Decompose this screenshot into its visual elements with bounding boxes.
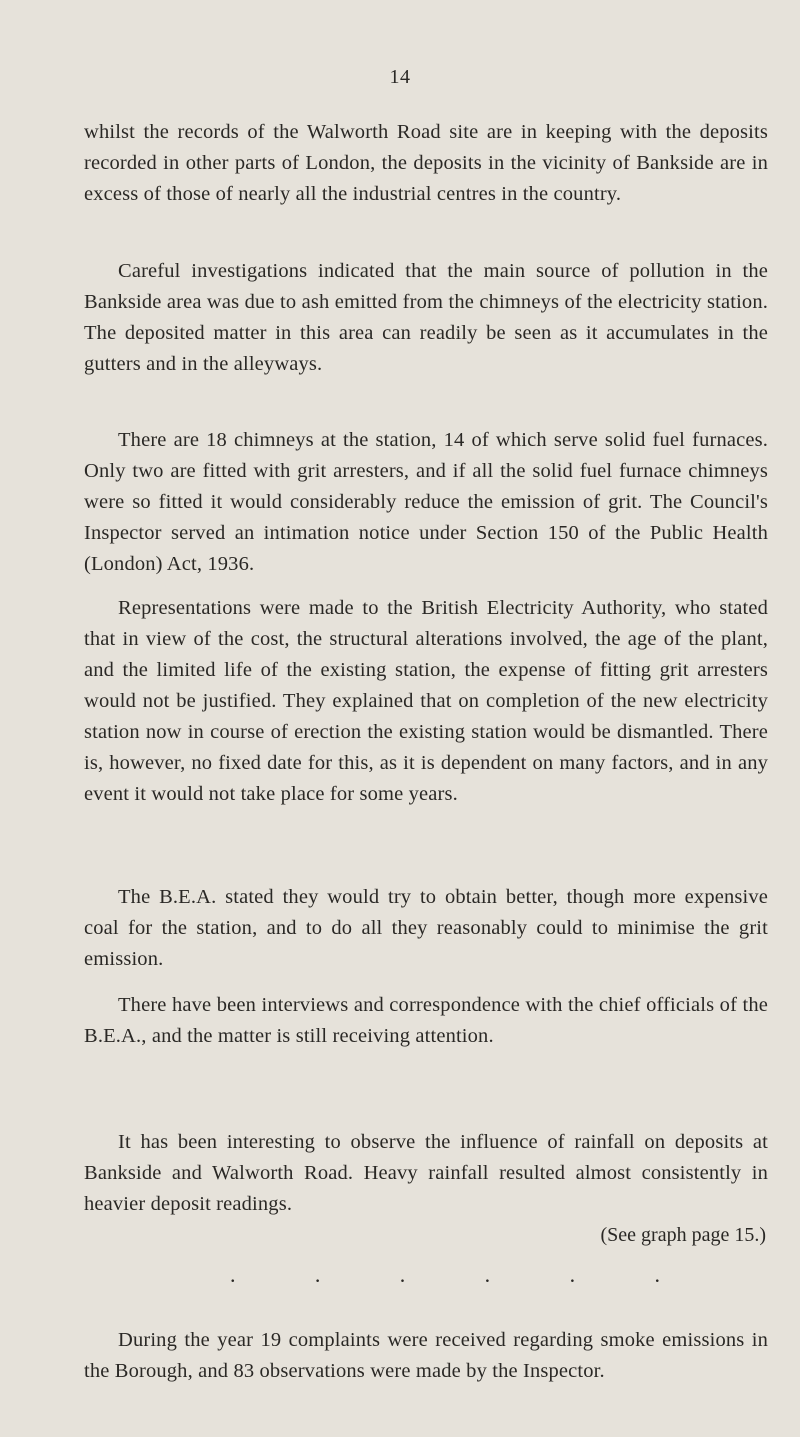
paragraph-interviews: There have been interviews and correspondence with the chief officials of the B.E.A., and the matter is still receiving attention. xyxy=(84,994,768,1047)
section-separator xyxy=(230,1262,660,1288)
separator-dot: . xyxy=(484,1262,491,1287)
separator-dot: . xyxy=(399,1262,406,1287)
page-number: 14 xyxy=(389,66,411,88)
paragraph-chimneys: There are 18 chimneys at the station, 14 of which serve solid fuel furnaces. Only two are fitted with grit arresters, and if all the solid fuel furnace chimneys were so fitted it would considerably reduce the emission of grit. The Council's Inspector served an intimation notice under Section 150 of the Public Health (London) Act, 1936. xyxy=(84,429,768,575)
paragraph-bea-coal: The B.E.A. stated they would try to obtain better, though more expensive coal for the station, and to do all they reasonably could to minimise the grit emission. xyxy=(84,886,768,970)
paragraph-walworth-records: whilst the records of the Walworth Road site are in keeping with the deposits recorded in other parts of London, the deposits in the vicinity of Bankside are in excess of those of nearly all the industrial centres in the country. xyxy=(84,121,768,205)
paragraph-representations: Representations were made to the British Electricity Authority, who stated that in view of the cost, the structural alterations involved, the age of the plant, and the limited life of the existing station, the expense of fitting grit arresters would not be justified. They explained that on completion of the new electricity station now in course of erection the existing station would be dismantled. There is, however, no fixed date for this, as it is dependent on many factors, and in any event it would not take place for some years. xyxy=(84,597,768,805)
paragraph-rainfall: It has been interesting to observe the influence of rainfall on deposits at Bankside and Walworth Road. Heavy rainfall resulted almost consistently in heavier deposit readings. xyxy=(84,1131,768,1215)
paragraph-pollution-source: Careful investigations indicated that the main source of pollution in the Bankside area was due to ash emitted from the chimneys of the electricity station. The deposited matter in this area can readily be seen as it accumulates in the gutters and in the alleyways. xyxy=(84,260,768,375)
graph-reference: (See graph page 15.) xyxy=(600,1224,766,1246)
paragraph-complaints: During the year 19 complaints were received regarding smoke emissions in the Borough, and 83 observations were made by the Inspector. xyxy=(84,1329,768,1382)
separator-dot: . xyxy=(654,1262,660,1287)
separator-dot: . xyxy=(314,1262,321,1287)
separator-dot: . xyxy=(569,1262,576,1287)
separator-dot: . xyxy=(230,1262,236,1287)
